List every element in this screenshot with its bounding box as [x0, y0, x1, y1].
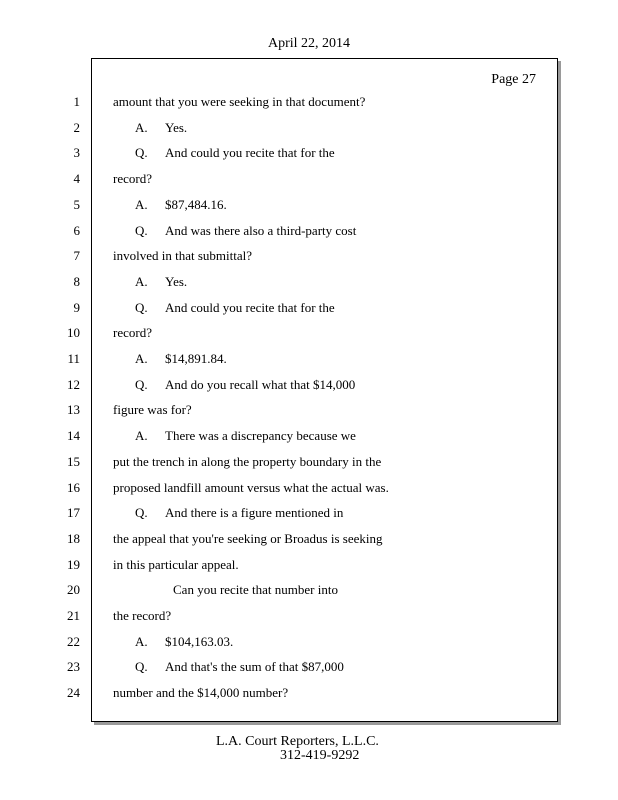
- line-number: 11: [67, 351, 80, 366]
- speaker-prefix: A.: [135, 351, 148, 366]
- line-text: Yes.: [165, 273, 188, 289]
- line-text: $87,484.16.: [165, 196, 227, 212]
- transcript-line: [0, 402, 618, 422]
- line-number: 5: [73, 196, 80, 212]
- line-number: 1: [73, 94, 80, 109]
- line-number: 16: [67, 479, 80, 495]
- transcript-line: [0, 300, 618, 320]
- transcript-line: [0, 197, 618, 217]
- line-text: number and the $14,000 number?: [113, 685, 289, 701]
- line-text: record?: [113, 325, 152, 341]
- transcript-line: [0, 531, 618, 551]
- line-text: And was there also a third-party cost: [165, 222, 357, 238]
- line-number: 8: [73, 273, 80, 289]
- line-text: the appeal that you're seeking or Broadus is seeking: [113, 530, 383, 546]
- line-text: $104,163.03.: [165, 633, 234, 649]
- transcript-line: [0, 145, 618, 165]
- transcript-line: [0, 171, 618, 191]
- line-text: $14,891.84.: [165, 351, 227, 366]
- line-number: 3: [73, 145, 80, 161]
- speaker-prefix: A.: [135, 196, 148, 212]
- transcript-line: [0, 325, 618, 345]
- line-number: 4: [73, 171, 80, 187]
- transcript-line: [0, 248, 618, 268]
- line-number: 22: [67, 633, 80, 649]
- line-number: 15: [67, 453, 80, 469]
- speaker-prefix: Q.: [135, 145, 148, 161]
- page-number: Page 27: [491, 72, 536, 87]
- transcript-line: [0, 557, 618, 577]
- line-text: Yes.: [165, 119, 188, 135]
- line-text: amount that you were seeking in that document?: [113, 94, 366, 109]
- line-number: 2: [73, 119, 80, 135]
- line-number: 13: [67, 402, 80, 418]
- transcript-line: [0, 480, 618, 500]
- line-text: record?: [113, 171, 152, 187]
- line-text: And there is a figure mentioned in: [165, 505, 344, 521]
- speaker-prefix: Q.: [135, 659, 148, 675]
- line-text: figure was for?: [113, 402, 192, 418]
- line-number: 10: [67, 325, 80, 341]
- line-number: 18: [67, 530, 80, 546]
- line-number: 23: [67, 659, 80, 675]
- transcript-line: [0, 685, 618, 705]
- line-text: Can you recite that number into: [173, 582, 338, 598]
- transcript-line: [0, 454, 618, 474]
- line-number: 7: [73, 248, 80, 264]
- speaker-prefix: Q.: [135, 299, 148, 315]
- line-number: 17: [67, 505, 80, 521]
- line-text: involved in that submittal?: [113, 248, 253, 264]
- transcript-line: [0, 223, 618, 243]
- transcript-line: [0, 274, 618, 294]
- transcript-line: [0, 659, 618, 679]
- line-number: 19: [67, 556, 80, 572]
- speaker-prefix: A.: [135, 633, 148, 649]
- transcript-line: [0, 377, 618, 397]
- line-text: There was a discrepancy because we: [165, 428, 356, 444]
- line-number: 9: [73, 299, 80, 315]
- line-text: the record?: [113, 608, 172, 623]
- speaker-prefix: Q.: [135, 505, 148, 521]
- speaker-prefix: A.: [135, 119, 148, 135]
- transcript-date: April 22, 2014: [267, 36, 351, 51]
- line-text: And that's the sum of that $87,000: [165, 659, 344, 675]
- transcript-line: [0, 582, 618, 602]
- transcript-line: [0, 428, 618, 448]
- line-number: 20: [67, 582, 80, 598]
- speaker-prefix: A.: [135, 428, 148, 444]
- line-text: proposed landfill amount versus what the actual was.: [113, 479, 389, 495]
- line-text: And could you recite that for the: [165, 145, 335, 161]
- transcript-line: [0, 634, 618, 654]
- transcript-line: [0, 94, 618, 114]
- speaker-prefix: Q.: [135, 222, 148, 238]
- footer-phone: 312-419-9292: [280, 748, 360, 763]
- line-number: 14: [67, 428, 80, 444]
- line-text: put the trench in along the property boundary in the: [113, 453, 382, 469]
- transcript-line: [0, 120, 618, 140]
- transcript-line: [0, 351, 618, 371]
- line-number: 24: [67, 685, 80, 701]
- speaker-prefix: Q.: [135, 376, 148, 392]
- line-text: And do you recall what that $14,000: [165, 376, 356, 392]
- line-number: 12: [67, 376, 80, 392]
- transcript-line: [0, 505, 618, 525]
- speaker-prefix: A.: [135, 273, 148, 289]
- transcript-line: [0, 608, 618, 628]
- footer-company: L.A. Court Reporters, L.L.C.: [216, 734, 379, 749]
- line-text: in this particular appeal.: [113, 556, 239, 572]
- line-number: 6: [73, 222, 80, 238]
- line-number: 21: [67, 608, 80, 623]
- line-text: And could you recite that for the: [165, 299, 335, 315]
